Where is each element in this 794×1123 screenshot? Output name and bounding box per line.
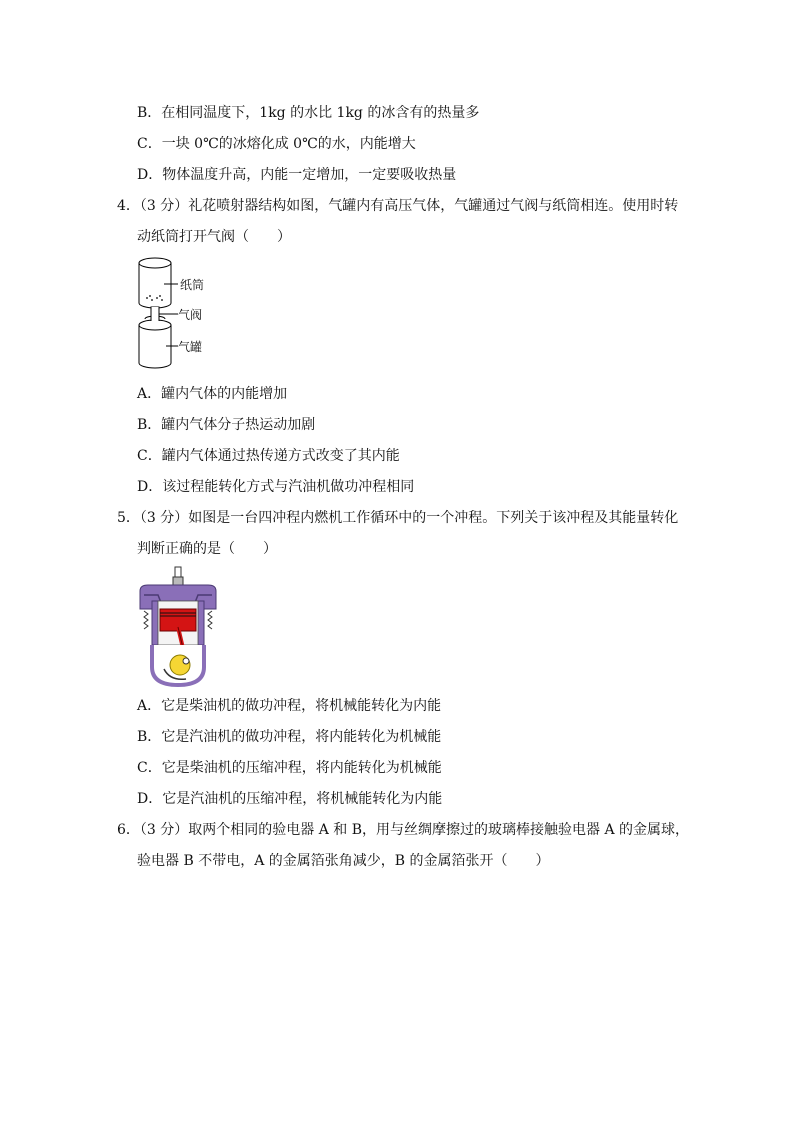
label-paper-tube: 纸筒 [180, 278, 205, 292]
q4-stem-line2: 动纸筒打开气阀（ ） [137, 229, 291, 245]
q5-option-d: D．它是汽油机的压缩冲程，将机械能转化为内能 [137, 791, 443, 807]
q4-option-b: B．罐内气体分子热运动加剧 [137, 417, 316, 433]
gas-tank [139, 307, 171, 368]
q5-stem-line1: 5．（3 分）如图是一台四冲程内燃机工作循环中的一个冲程。下列关于该冲程及其能量转化 [117, 510, 679, 526]
label-gas-tank: 气罐 [178, 340, 203, 354]
label-valve: 气阀 [178, 308, 203, 322]
q5-option-b: B．它是汽油机的做功冲程，将内能转化为机械能 [137, 729, 442, 745]
q4-option-a: A．罐内气体的内能增加 [137, 386, 288, 402]
q4-option-c: C．罐内气体通过热传递方式改变了其内能 [137, 448, 400, 464]
q6-stem-line2: 验电器 B 不带电，A 的金属箔张角减少，B 的金属箔张开（ ） [137, 853, 550, 869]
q4-stem-line1: 4．（3 分）礼花喷射器结构如图，气罐内有高压气体，气罐通过气阀与纸筒相连。使用时转 [117, 198, 679, 214]
q5-option-c: C．它是柴油机的压缩冲程，将内能转化为机械能 [137, 760, 442, 776]
q3-option-c: C．一块 0℃的冰熔化成 0℃的水，内能增大 [137, 136, 416, 152]
q4-option-d: D．该过程能转化方式与汽油机做功冲程相同 [137, 479, 415, 495]
q5-stem-line2: 判断正确的是（ ） [137, 541, 277, 557]
engine-stroke-figure [134, 565, 224, 689]
q3-option-b: B．在相同温度下，1kg 的水比 1kg 的冰含有的热量多 [137, 105, 480, 121]
spark-plug [173, 567, 183, 585]
q6-stem-line1: 6．（3 分）取两个相同的验电器 A 和 B，用与丝绸摩擦过的玻璃棒接触验电器 A 的金属球， [117, 822, 690, 838]
paper-tube [139, 258, 171, 308]
q3-option-d: D．物体温度升高，内能一定增加，一定要吸收热量 [137, 167, 457, 183]
q5-option-a: A．它是柴油机的做功冲程，将机械能转化为内能 [137, 698, 442, 714]
